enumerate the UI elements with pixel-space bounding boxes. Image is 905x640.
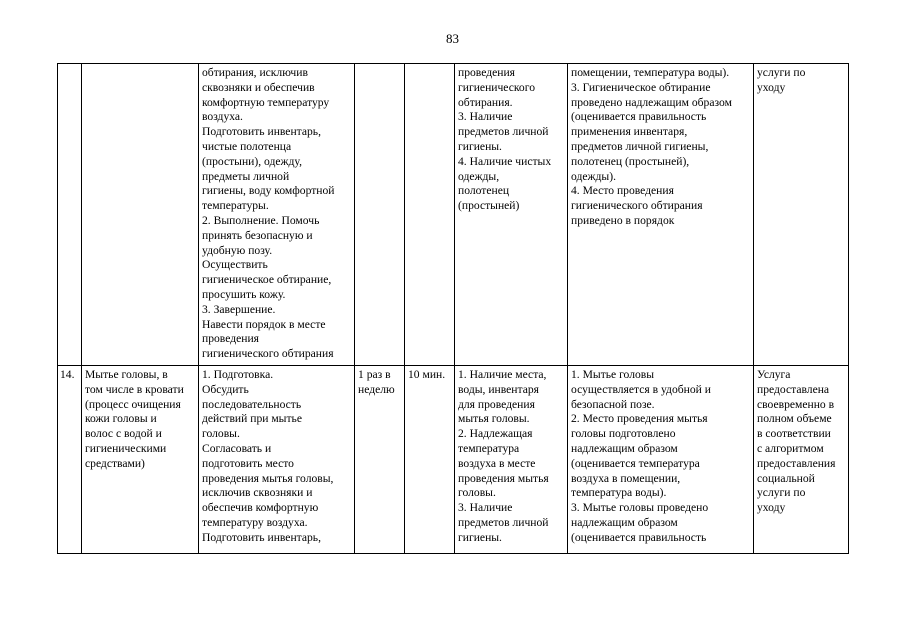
conditions-text-line: обтирания. [458, 95, 513, 109]
quality-text-line: воздуха в помещении, [571, 471, 681, 485]
algorithm-text-line: 2. Выполнение. Помочь [202, 213, 320, 227]
algorithm-text-line: температуры. [202, 199, 269, 213]
algorithm-text-line: Обсудить [202, 382, 249, 396]
name-text-line: Мытье головы, в [85, 368, 168, 381]
conditions-text-line: 4. Наличие чистых [458, 154, 552, 168]
algorithm-text-line: Навести порядок в месте [202, 317, 326, 331]
result-text-line: социальной [757, 471, 815, 485]
service-name-cell [82, 366, 199, 554]
quality-text-line: безопасной позе. [571, 397, 655, 411]
quality-text-line: надлежащим образом [571, 441, 678, 455]
result-text-line: Услуга [757, 368, 791, 381]
name-text-line: (процесс очищения [85, 397, 181, 411]
quality-cell [568, 64, 754, 366]
quality-text-line: головы подготовлено [571, 427, 676, 441]
conditions-text-line: гигиенического [458, 80, 535, 94]
frequency-cell [355, 366, 405, 554]
duration-cell [405, 366, 455, 554]
conditions-text-line: 3. Наличие [458, 501, 513, 515]
result-cell [754, 366, 849, 554]
algorithm-text-line: исключив сквозняки и [202, 486, 313, 500]
algorithm-text-line: сквозняки и обеспечив [202, 80, 315, 94]
conditions-text-line: 3. Наличие [458, 110, 513, 124]
table-row [58, 64, 849, 366]
result-text-line: предоставления [757, 456, 836, 470]
conditions-text-line: (простыней) [458, 199, 520, 213]
page-number: 83 [446, 31, 459, 46]
algorithm-text-line: воздуха. [202, 110, 243, 124]
conditions-text-line: головы. [458, 486, 496, 500]
quality-text-line: температура воды). [571, 486, 667, 500]
algorithm-text-line: обеспечив комфортную [202, 501, 319, 515]
services-table [57, 63, 849, 554]
quality-text-line: (оценивается температура [571, 456, 700, 470]
result-text-line: с алгоритмом [757, 441, 824, 455]
result-text-line: в соответствии [757, 427, 831, 441]
result-text-line: предоставлена [757, 382, 830, 396]
algorithm-text-line: просушить кожу. [202, 287, 286, 301]
conditions-text-line: предметов личной [458, 125, 549, 139]
algorithm-text-line: комфортную температуру [202, 95, 330, 109]
name-text-line: средствами) [85, 456, 145, 470]
conditions-text-line: проведения [458, 66, 515, 79]
conditions-text-line: полотенец [458, 184, 510, 198]
quality-text-line: надлежащим образом [571, 515, 678, 529]
result-text-line: уходу [757, 501, 786, 515]
algorithm-text-line: Согласовать и [202, 441, 272, 455]
conditions-text-line: для проведения [458, 397, 535, 411]
conditions-text-line: температура [458, 441, 520, 455]
algorithm-cell [199, 366, 355, 554]
algorithm-text-line: 1. Подготовка. [202, 368, 274, 381]
quality-text-line: 2. Место проведения мытья [571, 412, 708, 426]
algorithm-text-line: (простыни), одежду, [202, 154, 302, 168]
quality-text-line: помещении, температура воды). [571, 66, 730, 79]
algorithm-text-line: Осуществить [202, 258, 268, 272]
algorithm-text-line: 3. Завершение. [202, 302, 276, 316]
conditions-text-line: проведения мытья [458, 471, 549, 485]
conditions-text-line: мытья головы. [458, 412, 530, 426]
algorithm-text-line: действий при мытье [202, 412, 302, 426]
result-text-line: услуги по [757, 486, 806, 500]
result-text-line: уходу [757, 80, 786, 94]
quality-text-line: одежды). [571, 169, 616, 183]
name-text-line: том числе в кровати [85, 382, 184, 396]
algorithm-text-line: предметы личной [202, 169, 290, 183]
duration-cell [405, 64, 455, 366]
frequency-text-line: 1 раз в [358, 368, 391, 381]
algorithm-text-line: удобную позу. [202, 243, 273, 257]
result-cell [754, 64, 849, 366]
frequency-cell [355, 64, 405, 366]
result-text-line: услуги по [757, 66, 806, 79]
algorithm-text-line: проведения [202, 332, 259, 346]
quality-text-line: приведено в порядок [571, 213, 675, 227]
table-row [58, 366, 849, 554]
algorithm-text-line: чистые полотенца [202, 139, 292, 153]
algorithm-text-line: подготовить место [202, 456, 294, 470]
result-text-line: полном объеме [757, 412, 832, 426]
conditions-text-line: предметов личной [458, 515, 549, 529]
conditions-text-line: воды, инвентаря [458, 382, 539, 396]
quality-text-line: гигиенического обтирания [571, 199, 703, 213]
duration-text-line: 10 мин. [408, 368, 446, 381]
algorithm-text-line: обтирания, исключив [202, 66, 308, 79]
conditions-text-line: гигиены. [458, 139, 502, 153]
row-number-cell: 14. [58, 366, 82, 554]
algorithm-text-line: гигиенического обтирания [202, 347, 334, 361]
conditions-cell [455, 64, 568, 366]
quality-text-line: применения инвентаря, [571, 125, 688, 139]
quality-text-line: полотенец (простыней), [571, 154, 690, 168]
name-text-line: гигиеническими [85, 441, 167, 455]
name-text-line: кожи головы и [85, 412, 157, 426]
algorithm-text-line: температуру воздуха. [202, 515, 308, 529]
conditions-text-line: 1. Наличие места, [458, 368, 547, 381]
quality-cell [568, 366, 754, 554]
conditions-cell [455, 366, 568, 554]
conditions-text-line: одежды, [458, 169, 500, 183]
algorithm-text-line: Подготовить инвентарь, [202, 125, 321, 139]
algorithm-text-line: проведения мытья головы, [202, 471, 334, 485]
result-text-line: своевременно в [757, 397, 835, 411]
row-number-cell [58, 64, 82, 366]
quality-text-line: 4. Место проведения [571, 184, 674, 198]
algorithm-text-line: гигиены, воду комфортной [202, 184, 335, 198]
quality-text-line: (оценивается правильность [571, 110, 707, 124]
algorithm-text-line: головы. [202, 427, 240, 441]
quality-text-line: 3. Гигиеническое обтирание [571, 80, 711, 94]
name-text-line: волос с водой и [85, 427, 162, 441]
algorithm-text-line: принять безопасную и [202, 228, 313, 242]
frequency-text-line: неделю [358, 382, 395, 396]
quality-text-line: предметов личной гигиены, [571, 139, 709, 153]
algorithm-text-line: последовательность [202, 397, 302, 411]
conditions-text-line: воздуха в месте [458, 456, 536, 470]
quality-text-line: осуществляется в удобной и [571, 382, 711, 396]
algorithm-text-line: Подготовить инвентарь, [202, 530, 321, 544]
conditions-text-line: гигиены. [458, 530, 502, 544]
quality-text-line: проведено надлежащим образом [571, 95, 732, 109]
quality-text-line: 1. Мытье головы [571, 368, 655, 381]
algorithm-cell [199, 64, 355, 366]
service-name-cell [82, 64, 199, 366]
algorithm-text-line: гигиеническое обтирание, [202, 273, 332, 287]
quality-text-line: (оценивается правильность [571, 530, 707, 544]
quality-text-line: 3. Мытье головы проведено [571, 501, 709, 515]
conditions-text-line: 2. Надлежащая [458, 427, 533, 441]
